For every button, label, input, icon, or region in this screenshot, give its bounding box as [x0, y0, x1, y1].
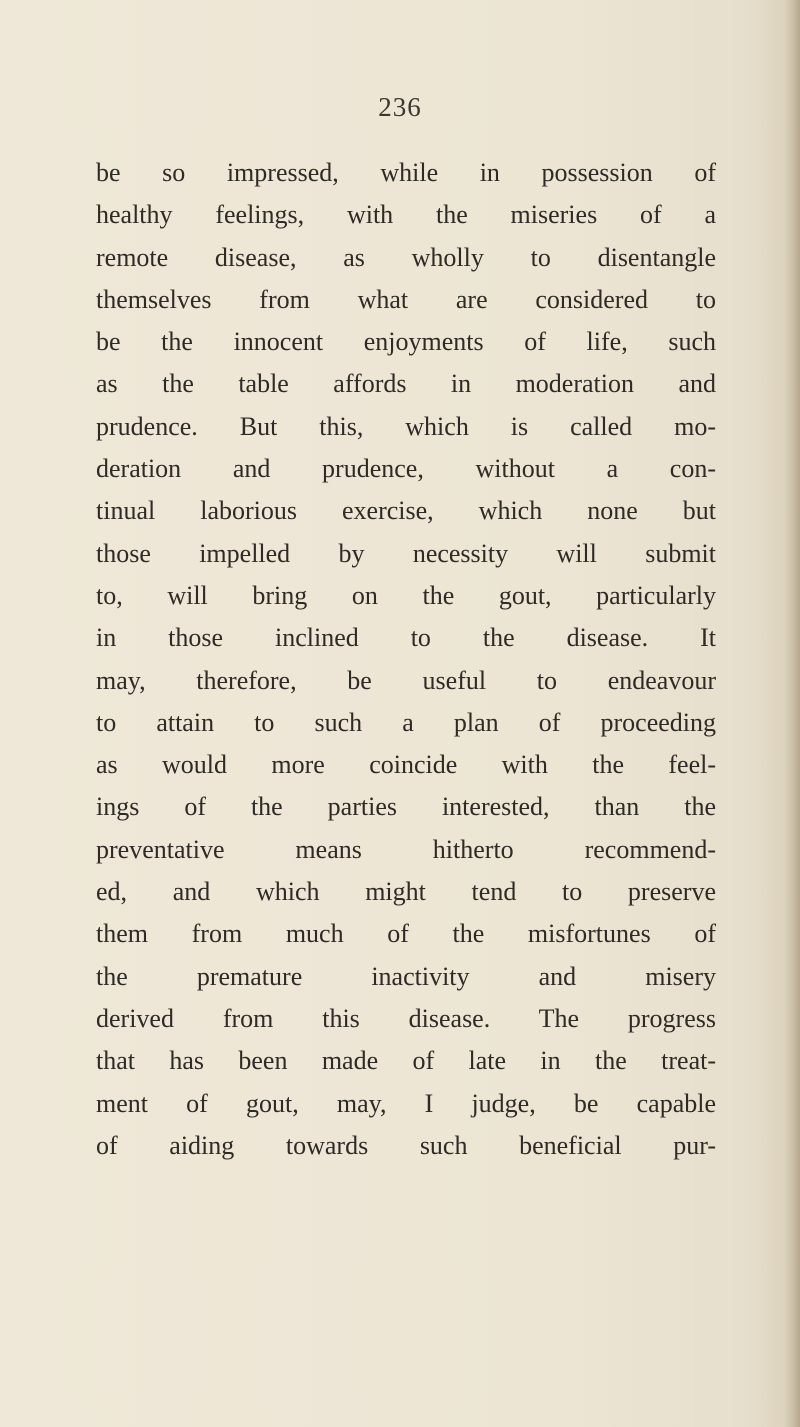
text-line-22: that has been made of late in the treat-: [96, 1046, 716, 1076]
text-line-4: themselves from what are considered to: [96, 284, 716, 314]
text-line-6: as the table affords in moderation and: [96, 369, 716, 399]
text-line-15: as would more coincide with the feel-: [96, 750, 716, 780]
text-line-13: may, therefore, be useful to endeavour: [96, 665, 716, 695]
text-line-12: in those inclined to the disease. It: [96, 623, 716, 653]
text-line-16: ings of the parties interested, than the: [96, 792, 716, 822]
text-line-11: to, will bring on the gout, particularly: [96, 580, 716, 610]
text-line-23: ment of gout, may, I judge, be capable: [96, 1088, 716, 1118]
text-line-21: derived from this disease. The progress: [96, 1003, 716, 1033]
body-text: [96, 152, 716, 1167]
text-line-17: preventative means hitherto recommend-: [96, 834, 716, 864]
text-line-24: of aiding towards such beneficial pur-: [96, 1130, 716, 1160]
text-line-2: healthy feelings, with the miseries of a: [96, 200, 716, 230]
text-line-20: the premature inactivity and misery: [96, 961, 716, 991]
text-line-3: remote disease, as wholly to disentangle: [96, 242, 716, 272]
text-line-5: be the innocent enjoyments of life, such: [96, 327, 716, 357]
text-line-14: to attain to such a plan of proceeding: [96, 707, 716, 737]
page-number: 236: [378, 92, 422, 122]
text-line-8: deration and prudence, without a con-: [96, 454, 716, 484]
text-line-18: ed, and which might tend to preserve: [96, 877, 716, 907]
text-line-9: tinual laborious exercise, which none but: [96, 496, 716, 526]
text-line-7: prudence. But this, which is called mo-: [96, 411, 716, 441]
text-line-10: those impelled by necessity will submit: [96, 538, 716, 568]
text-line-19: them from much of the misfortunes of: [96, 919, 716, 949]
page-edge-shadow: [784, 0, 800, 1427]
text-line-1: be so impressed, while in possession of: [96, 158, 716, 187]
